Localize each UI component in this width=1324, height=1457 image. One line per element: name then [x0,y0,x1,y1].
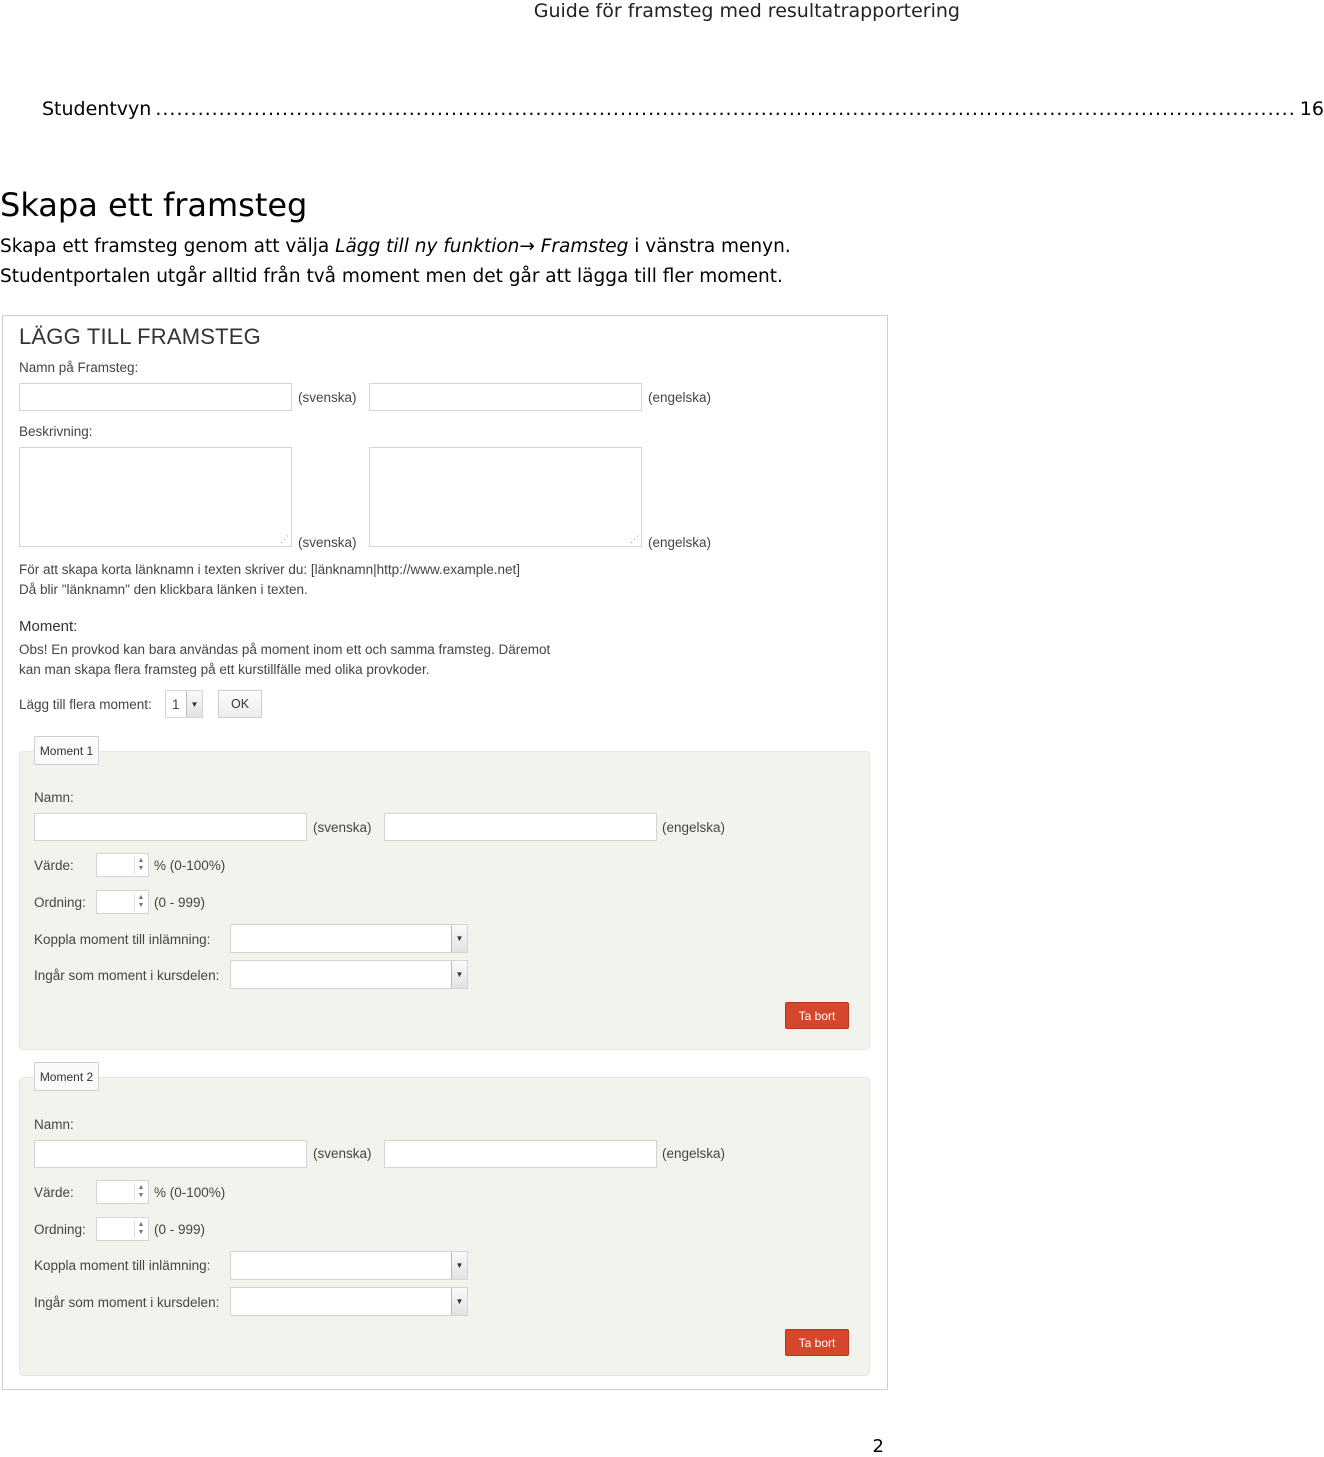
moment-1-delete-button[interactable]: Ta bort [785,1002,849,1029]
running-header: Guide för framsteg med resultatrapportering [533,0,960,22]
moment-2-name-en-suffix: (engelska) [662,1146,726,1161]
chevron-down-icon[interactable]: ▼ [451,1288,467,1315]
description-en-suffix: (engelska) [648,535,712,550]
arrow-icon: → [519,236,541,257]
toc-entry-label: Studentvyn [42,98,152,120]
moment-1-name-sv-suffix: (svenska) [313,820,372,835]
moment-2-order-stepper[interactable] [96,1217,149,1241]
name-sv-input[interactable] [19,383,292,411]
moment-tab-2[interactable]: Moment 2 [34,1062,99,1091]
chevron-down-icon[interactable]: ▼ [186,691,202,717]
moment-1-order-range: (0 - 999) [154,895,206,910]
moment-2-name-label: Namn: [34,1117,74,1132]
resize-handle-icon[interactable]: ⋰ [280,534,289,544]
description-en-textarea[interactable] [369,447,642,547]
add-moments-value: 1 [172,697,180,712]
moment-2-part-label: Ingår som moment i kursdelen: [34,1295,220,1310]
spinner-arrows-icon[interactable]: ▲ ▼ [134,1220,147,1238]
moment-2-order-range: (0 - 999) [154,1222,206,1237]
form-screenshot [2,315,888,1390]
moment-2-name-sv-input[interactable] [34,1140,307,1168]
link-help-line-1: För att skapa korta länknamn i texten skriver du: [länknamn|http://www.example.net] [19,562,520,577]
moment-2-delete-button[interactable]: Ta bort [785,1329,849,1356]
description-sv-suffix: (svenska) [298,535,357,550]
moment-2-link-select[interactable] [230,1251,468,1280]
intro-text-2: i vänstra menyn. [628,236,791,257]
chevron-down-icon[interactable]: ▼ [451,1252,467,1279]
spinner-arrows-icon[interactable]: ▲ ▼ [134,1183,147,1201]
page-title: Skapa ett framsteg [0,186,308,224]
ok-button[interactable]: OK [218,690,262,718]
moment-2-link-label: Koppla moment till inlämning: [34,1258,211,1273]
resize-handle-icon[interactable]: ⋰ [630,534,639,544]
moment-1-order-stepper[interactable] [96,890,149,914]
chevron-down-icon[interactable]: ▼ [451,961,467,988]
toc-entry-page: 16 [1299,98,1324,120]
intro-paragraph [0,236,791,257]
page-number: 2 [872,1436,884,1457]
spinner-arrows-icon[interactable]: ▲ ▼ [134,893,147,911]
moment-2-name-sv-suffix: (svenska) [313,1146,372,1161]
intro-menu-item: Lägg till ny funktion [335,236,520,257]
intro-text-1: Skapa ett framsteg genom att välja [0,236,336,257]
description-sv-textarea[interactable] [19,447,292,547]
moment-1-part-select[interactable] [230,960,468,989]
moment-1-value-range: % (0-100%) [154,858,226,873]
moment-note-line-1: Obs! En provkod kan bara användas på moment inom ett och samma framsteg. Däremot [19,642,551,657]
moment-2-name-en-input[interactable] [384,1140,657,1168]
moment-note-line-2: kan man skapa flera framsteg på ett kurstillfälle med olika provkoder. [19,662,430,677]
intro-menu-subitem: Framsteg [540,236,629,257]
add-moments-label: Lägg till flera moment: [19,697,152,712]
moments-paragraph: Studentportalen utgår alltid från två moment men det går att lägga till fler moment. [0,266,783,287]
chevron-down-icon[interactable]: ▼ [451,925,467,952]
link-help-line-2: Då blir "länknamn" den klickbara länken i texten. [19,582,308,597]
spinner-arrows-icon[interactable]: ▲ ▼ [134,856,147,874]
moment-1-part-label: Ingår som moment i kursdelen: [34,968,220,983]
moment-tab-1[interactable]: Moment 1 [34,736,99,765]
moment-2-order-label: Ordning: [34,1222,86,1237]
name-label: Namn på Framsteg: [19,360,139,375]
add-moments-select[interactable] [165,690,203,718]
moment-2-value-stepper[interactable] [96,1180,149,1204]
name-en-input[interactable] [369,383,642,411]
moment-heading: Moment: [19,618,78,635]
description-label: Beskrivning: [19,424,93,439]
name-sv-suffix: (svenska) [298,390,357,405]
moment-1-name-en-input[interactable] [384,813,657,841]
moment-1-value-label: Värde: [34,858,74,873]
moment-1-order-label: Ordning: [34,895,86,910]
moment-1-link-select[interactable] [230,924,468,953]
moment-2-value-label: Värde: [34,1185,74,1200]
moment-1-value-stepper[interactable] [96,853,149,877]
toc-entry-dots: .................................................................................................................................................................. [155,98,1296,120]
moment-1-name-en-suffix: (engelska) [662,820,726,835]
moment-1-name-label: Namn: [34,790,74,805]
moment-1-name-sv-input[interactable] [34,813,307,841]
moment-2-part-select[interactable] [230,1287,468,1316]
moment-2-value-range: % (0-100%) [154,1185,226,1200]
form-title: LÄGG TILL FRAMSTEG [19,324,261,349]
name-en-suffix: (engelska) [648,390,712,405]
toc-entry [42,98,1324,120]
moment-1-link-label: Koppla moment till inlämning: [34,932,211,947]
